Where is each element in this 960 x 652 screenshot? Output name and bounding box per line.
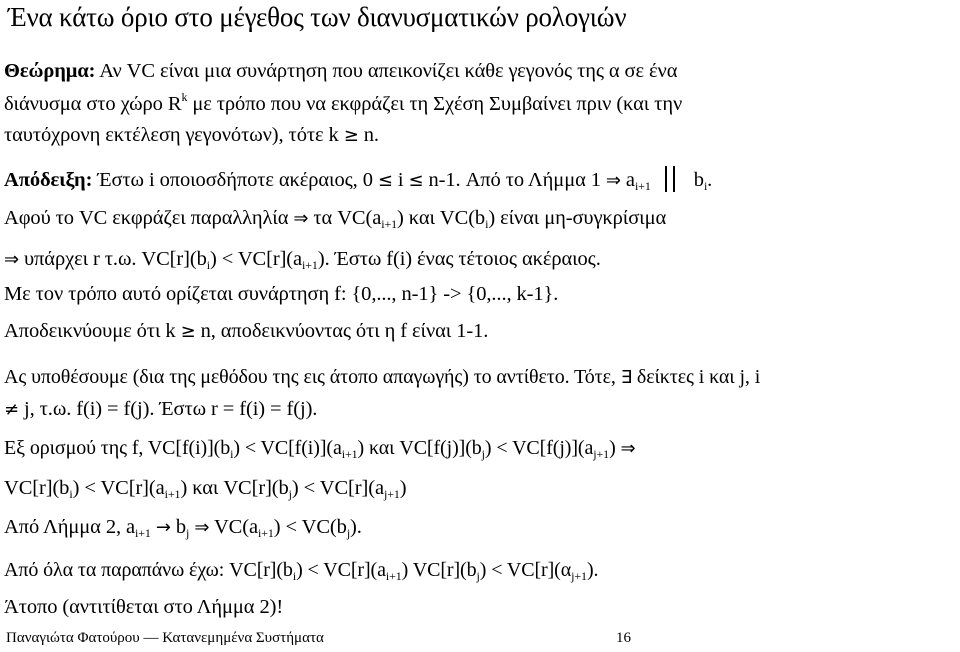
proof-line-5: [4, 320, 956, 343]
proof-text: ): [609, 437, 621, 459]
proof-text: ).: [586, 559, 599, 581]
subscript: i+1: [385, 569, 402, 583]
subscript: j: [288, 487, 292, 501]
slide-title: Ένα κάτω όριο στο μέγεθος των διανυσματικών ρολογιών: [8, 2, 627, 32]
subscript: i+1: [302, 258, 318, 272]
subscript: i+1: [257, 526, 274, 540]
proof-text: δείκτες i και j, i: [631, 366, 761, 388]
footer: [6, 630, 324, 647]
proof-text: ) είναι μη-συγκρίσιμα: [488, 207, 667, 229]
theorem-text-1: Αν VC είναι μια συνάρτηση που απεικονίζει κάθε γεγονός της α σε ένα: [95, 60, 678, 82]
proof-text: a: [620, 169, 635, 191]
proof-line-11: [4, 559, 956, 582]
implies-arrow-icon: ⇒: [4, 249, 19, 270]
proof-text: ) και VC[f(j)](b: [357, 437, 482, 459]
geq-symbol: ≥: [180, 321, 196, 342]
proof-line-12: Άτοπο (αντιτίθεται στο Λήμμα 2)!: [4, 596, 284, 618]
leq-symbol: ≤: [377, 170, 393, 191]
proof-text: ) < VC[r](a: [72, 477, 165, 499]
footer-course: Κατανεμημένα Συστήματα: [162, 630, 324, 646]
proof-text: b: [170, 516, 187, 538]
footer-author: Παναγιώτα Φατούρου: [6, 630, 140, 646]
implies-arrow-icon: ⇒: [605, 170, 621, 191]
proof-text: Από Λήμμα 2, a: [4, 516, 136, 538]
proof-line-3: [4, 248, 956, 271]
subscript: j: [476, 569, 480, 583]
implies-arrow-icon: ⇒: [293, 208, 309, 229]
proof-text: Εξ ορισμού της f, VC[f(i)](b: [4, 437, 231, 459]
subscript: j: [346, 526, 351, 540]
neq-symbol: ≠: [4, 399, 19, 420]
proof-line-7: [4, 398, 956, 421]
theorem-superscript-k: k: [181, 90, 188, 104]
leq-symbol: ≤: [408, 170, 424, 191]
proof-text: ) < VC[f(i)](a: [233, 437, 342, 459]
proof-text: ): [399, 477, 407, 499]
proof-text: ).: [350, 516, 362, 538]
subscript: j+1: [383, 487, 400, 501]
proof-line-9: [4, 477, 956, 500]
proof-text: n, αποδεικνύοντας ότι η f είναι 1-1.: [195, 320, 489, 342]
theorem-line-1: [4, 60, 956, 83]
page-number: 16: [616, 630, 631, 646]
subscript: i: [230, 447, 234, 461]
proof-line-2: [4, 207, 956, 230]
footer-separator: —: [139, 630, 163, 646]
proof-text: VC[r](b: [4, 477, 70, 499]
geq-symbol: ≥: [343, 125, 359, 146]
subscript: j: [481, 447, 485, 461]
proof-text: i: [392, 169, 409, 191]
proof-text: ) < VC(b: [273, 516, 347, 538]
subscript: i: [703, 179, 708, 193]
proof-text: υπάρχει r τ.ω. VC[r](b: [18, 248, 207, 270]
proof-text: .: [707, 169, 713, 191]
subscript: i+1: [164, 487, 181, 501]
proof-text: ) < VC[r](a: [296, 559, 386, 581]
subscript: j+1: [571, 569, 587, 583]
proof-text: ) < VC[r](a: [291, 477, 384, 499]
theorem-text-3a: ταυτόχρονη εκτέλεση γεγονότων), τότε k: [4, 124, 344, 146]
subscript: j: [186, 526, 190, 540]
theorem-line-2: [4, 90, 956, 116]
proof-text: ). Έστω f(i) ένας τέτοιος ακέραιος.: [317, 248, 601, 270]
subscript: j+1: [593, 447, 610, 461]
concurrency-bars-icon: [665, 166, 675, 192]
proof-line-4: Με τον τρόπο αυτό ορίζεται συνάρτηση f: {0,..., n-1} -> {0,..., k-1}.: [4, 283, 559, 305]
theorem-label: Θεώρημα:: [4, 60, 96, 82]
proof-text: Ας υποθέσουμε (δια της μεθόδου της εις άτοπο απαγωγής) το αντίθετο. Τότε,: [4, 366, 621, 388]
theorem-text-2a: διάνυσμα στο χώρο R: [4, 93, 182, 115]
subscript: i: [69, 487, 73, 501]
proof-line-10: [4, 516, 956, 539]
proof-text: ) < VC[f(j)](a: [484, 437, 594, 459]
proof-text: ) και VC[r](b: [180, 477, 289, 499]
proof-text: τα VC(a: [308, 207, 382, 229]
subscript: i: [292, 569, 297, 583]
theorem-text-3b: n.: [358, 124, 379, 146]
proof-text: j, τ.ω. f(i) = f(j). Έστω r = f(i) = f(j).: [18, 398, 318, 420]
proof-text: Αποδεικνύουμε ότι k: [4, 320, 181, 342]
subscript: i: [485, 217, 489, 231]
proof-text: ) < VC[r](α: [479, 559, 572, 581]
proof-text: ) < VC[r](a: [209, 248, 303, 270]
proof-text: ) VC[r](b: [401, 559, 477, 581]
implies-arrow-icon: ⇒: [194, 517, 210, 538]
right-arrow-icon: →: [155, 517, 171, 538]
proof-text: Έστω i οποιοσδήποτε ακέραιος, 0: [92, 169, 378, 191]
proof-label: Απόδειξη:: [4, 169, 93, 191]
proof-text: Αφού το VC εκφράζει παραλληλία: [4, 207, 294, 229]
subscript: i+1: [135, 526, 151, 540]
proof-line-1: [4, 166, 956, 192]
subscript: i+1: [634, 179, 651, 193]
proof-text: VC(a: [209, 516, 258, 538]
subscript: i+1: [381, 217, 398, 231]
proof-text: n-1. Από το Λήμμα 1: [423, 169, 606, 191]
implies-arrow-icon: ⇒: [620, 438, 636, 459]
proof-text: b: [688, 169, 704, 191]
subscript: i+1: [341, 447, 358, 461]
proof-text: Από όλα τα παραπάνω έχω: VC[r](b: [4, 559, 293, 581]
theorem-text-2b: με τρόπο που να εκφράζει τη Σχέση Συμβαίνει πριν (και την: [187, 93, 683, 115]
theorem-line-3: [4, 124, 956, 147]
proof-line-6: [4, 366, 956, 389]
proof-line-8: [4, 437, 956, 460]
proof-text: ) και VC(b: [397, 207, 486, 229]
exists-symbol: ∃: [620, 367, 632, 388]
subscript: i: [206, 258, 210, 272]
